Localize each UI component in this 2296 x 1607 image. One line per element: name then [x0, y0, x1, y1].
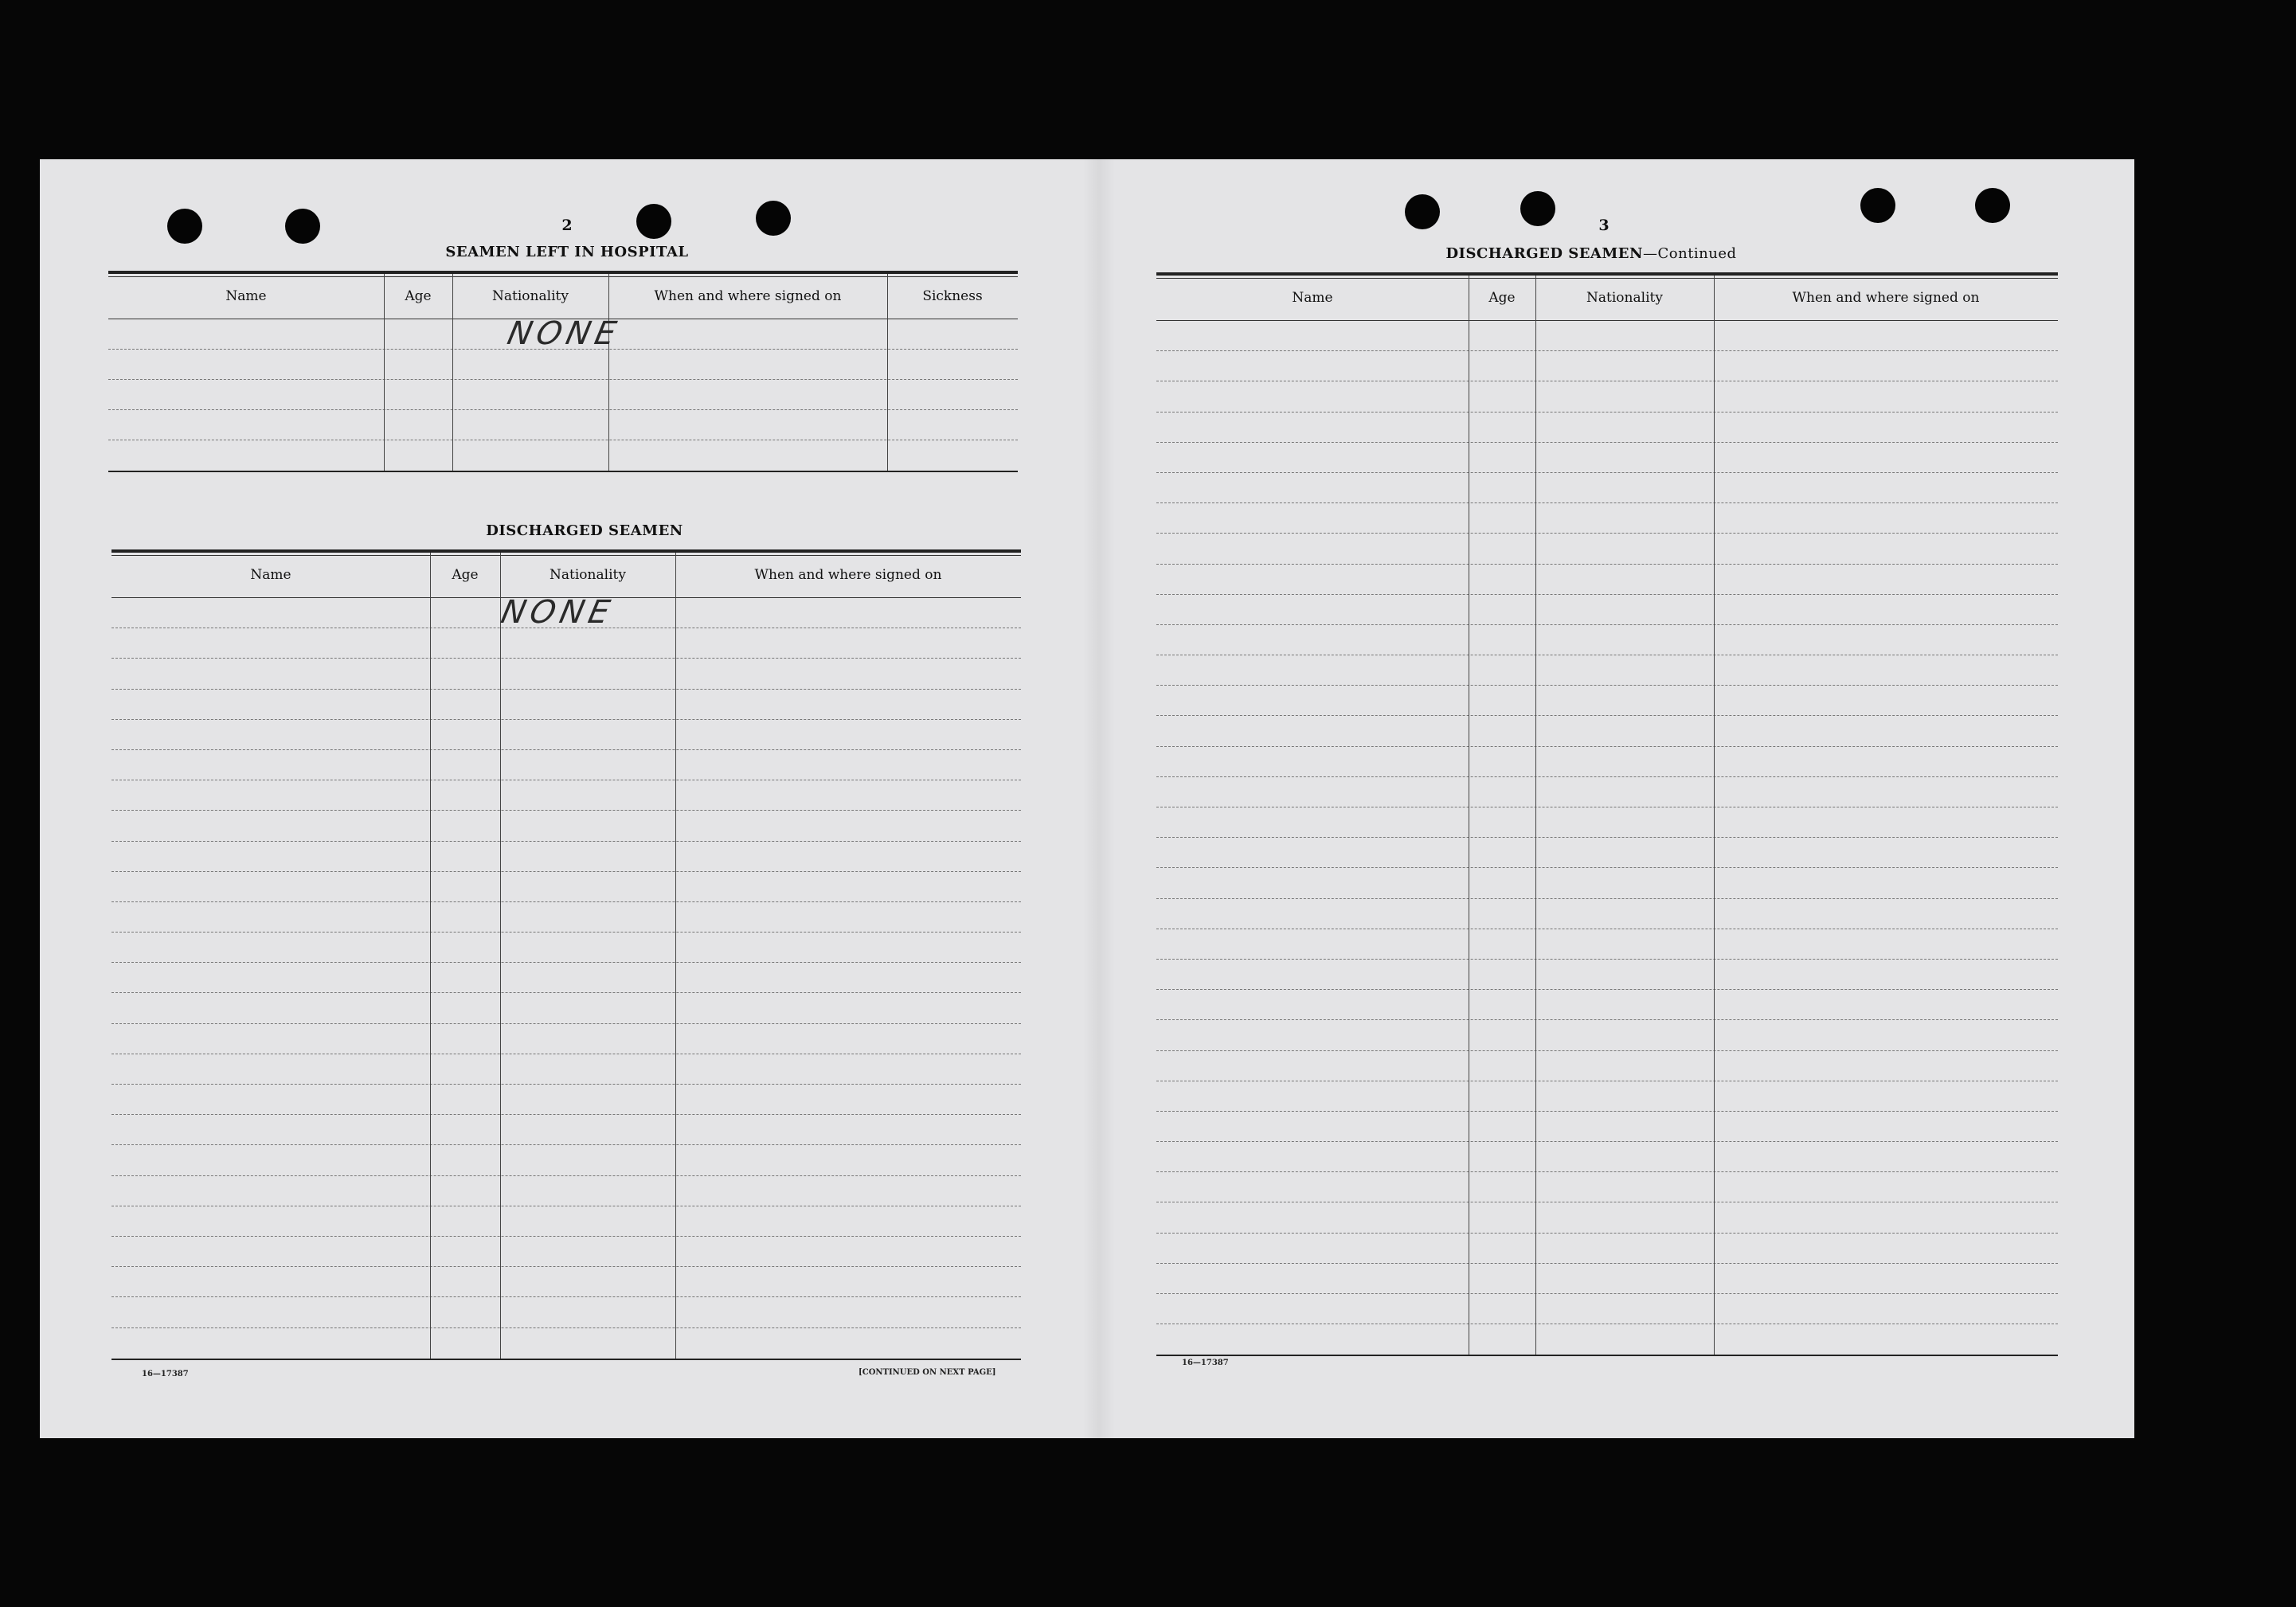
table-row — [1156, 1020, 2058, 1050]
table-row — [1156, 1081, 2058, 1112]
table-row — [111, 872, 1021, 902]
table-row — [1156, 868, 2058, 898]
continued-table-rows — [1156, 321, 2058, 1355]
table-row — [111, 780, 1021, 811]
column-divider — [500, 553, 501, 1359]
table-row — [1156, 686, 2058, 716]
document-sheet — [40, 159, 2134, 1438]
table-row — [1156, 1294, 2058, 1324]
table-row — [1156, 1112, 2058, 1142]
table-row — [1156, 1142, 2058, 1172]
form-code-right: 16—17387 — [1182, 1359, 1229, 1367]
table-row — [1156, 565, 2058, 595]
column-divider — [887, 274, 888, 471]
table-row — [111, 1115, 1021, 1145]
column-divider — [430, 553, 431, 1359]
table-row — [1156, 990, 2058, 1020]
table-row — [1156, 413, 2058, 443]
table-row — [1156, 899, 2058, 929]
discharged-table-rows — [111, 598, 1021, 1359]
column-header-signed-on: When and where signed on — [1792, 290, 1980, 306]
right-section-title-main: DISCHARGED SEAMEN — [1445, 245, 1643, 262]
table-row — [1156, 1172, 2058, 1202]
column-header-age: Age — [1488, 290, 1516, 306]
hospital-section-title: SEAMEN LEFT IN HOSPITAL — [445, 244, 689, 260]
table-row — [108, 440, 1018, 471]
punch-hole — [1860, 188, 1895, 223]
table-row — [1156, 807, 2058, 838]
page-number-right: 3 — [1598, 217, 1610, 234]
discharged-none-entry: NONE — [498, 594, 618, 631]
right-section-title-suffix: —Continued — [1642, 245, 1737, 262]
table-row — [1156, 1234, 2058, 1264]
table-row — [1156, 625, 2058, 655]
table-row — [1156, 929, 2058, 960]
column-header-age: Age — [405, 288, 432, 304]
table-row — [1156, 381, 2058, 412]
column-header-signed-on: When and where signed on — [754, 567, 942, 583]
table-row — [111, 690, 1021, 720]
table-row — [1156, 443, 2058, 473]
table-row — [1156, 777, 2058, 807]
column-divider — [1714, 276, 1715, 1355]
table-row — [111, 659, 1021, 689]
table-row — [1156, 716, 2058, 746]
table-row — [1156, 655, 2058, 686]
table-row — [111, 1145, 1021, 1175]
table-row — [111, 1085, 1021, 1115]
column-divider — [384, 274, 385, 471]
table-row — [111, 720, 1021, 750]
table-row — [111, 750, 1021, 780]
table-row — [111, 1176, 1021, 1206]
page-fold — [1083, 159, 1115, 1438]
punch-hole — [1975, 188, 2010, 223]
column-header-age: Age — [452, 567, 479, 583]
table-row — [111, 902, 1021, 933]
table-row — [111, 993, 1021, 1023]
punch-hole — [756, 201, 791, 236]
column-header-nationality: Nationality — [1586, 290, 1663, 306]
table-row — [111, 1024, 1021, 1054]
column-header-name: Name — [250, 567, 291, 583]
table-row — [1156, 534, 2058, 564]
table-row — [1156, 747, 2058, 777]
table-row — [111, 1267, 1021, 1297]
column-header-name: Name — [1292, 290, 1333, 306]
table-row — [111, 1206, 1021, 1237]
page-number-left: 2 — [561, 217, 573, 234]
column-divider — [608, 274, 609, 471]
punch-hole — [285, 209, 320, 244]
column-header-nationality: Nationality — [550, 567, 626, 583]
table-row — [1156, 321, 2058, 351]
table-row — [1156, 1264, 2058, 1294]
punch-hole — [636, 204, 671, 239]
hospital-table-header — [108, 274, 1018, 319]
punch-hole — [1405, 194, 1440, 229]
hospital-none-entry: NONE — [504, 315, 624, 352]
column-header-name: Name — [225, 288, 267, 304]
column-header-sickness: Sickness — [922, 288, 983, 304]
continued-table-header — [1156, 276, 2058, 321]
table-row — [111, 628, 1021, 659]
table-row — [111, 842, 1021, 872]
table-row — [1156, 838, 2058, 868]
continued-note: [CONTINUED ON NEXT PAGE] — [859, 1368, 996, 1377]
punch-hole — [167, 209, 202, 244]
right-section-title — [1445, 245, 1736, 262]
column-divider — [1535, 276, 1536, 1355]
table-row — [1156, 960, 2058, 990]
table-row — [1156, 595, 2058, 625]
table-row — [1156, 351, 2058, 381]
column-header-nationality: Nationality — [492, 288, 569, 304]
column-divider — [452, 274, 453, 471]
discharged-section-title: DISCHARGED SEAMEN — [486, 522, 683, 539]
column-divider — [675, 553, 676, 1359]
discharged-continued-table — [1156, 272, 2058, 1356]
hospital-table — [108, 271, 1018, 472]
discharged-table-header — [111, 553, 1021, 598]
form-code-left: 16—17387 — [142, 1370, 189, 1378]
table-row — [111, 1237, 1021, 1267]
table-row — [108, 380, 1018, 410]
table-row — [111, 1054, 1021, 1085]
table-row — [1156, 1324, 2058, 1355]
table-row — [111, 1328, 1021, 1359]
table-row — [111, 811, 1021, 841]
table-row — [1156, 503, 2058, 534]
punch-hole — [1520, 191, 1555, 226]
discharged-table — [111, 549, 1021, 1360]
table-row — [108, 410, 1018, 440]
table-row — [111, 963, 1021, 993]
column-header-signed-on: When and where signed on — [654, 288, 842, 304]
table-row — [1156, 1051, 2058, 1081]
table-row — [1156, 473, 2058, 503]
table-row — [1156, 1202, 2058, 1233]
table-row — [111, 1297, 1021, 1327]
table-row — [111, 933, 1021, 963]
table-row — [108, 350, 1018, 380]
